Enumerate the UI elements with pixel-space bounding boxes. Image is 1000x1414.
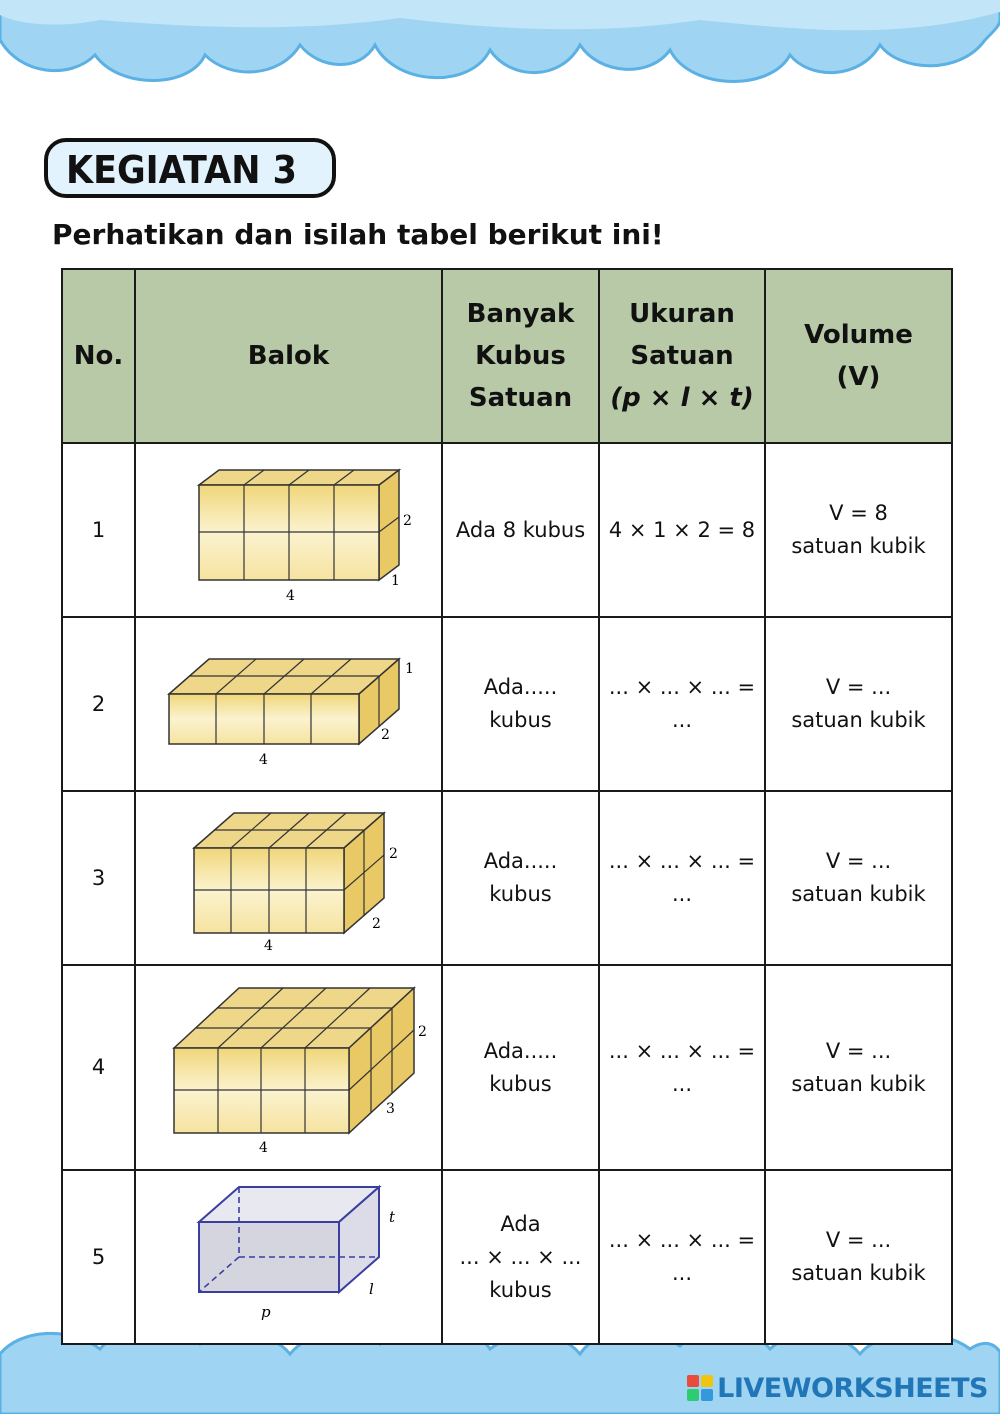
cuboid-figure [149,639,429,769]
dimension-p: 4 [258,1139,268,1156]
ukuran-cell[interactable]: ... × ... × ... = ... [599,791,765,965]
dimension-l: 1 [390,573,400,589]
row-number: 2 [62,617,135,791]
top-cloud-border [0,0,1000,110]
table-row [62,965,952,1170]
activity-table [61,268,953,1345]
row-number: 3 [62,791,135,965]
balok-cell [135,617,442,791]
volume-cell[interactable]: V = ... satuan kubik [765,791,952,965]
table-row [62,443,952,617]
balok-cell [135,791,442,965]
dimension-l: l [368,1280,374,1298]
brand-watermark [687,1370,988,1406]
header-balok: Balok [135,269,442,443]
dimension-l: 3 [385,1100,395,1117]
ukuran-cell[interactable]: ... × ... × ... = ... [599,965,765,1170]
volume-cell[interactable]: V = 8 satuan kubik [765,443,952,617]
ukuran-cell[interactable]: 4 × 1 × 2 = 8 [599,443,765,617]
dimension-p: 4 [285,588,295,604]
table-row [62,1170,952,1344]
row-number: 5 [62,1170,135,1344]
cuboid-figure [154,978,427,1158]
dimension-t: 1 [404,661,414,677]
dimension-t: 2 [417,1023,427,1040]
volume-cell[interactable]: V = ... satuan kubik [765,1170,952,1344]
banyak-kubus-cell[interactable]: Ada..... kubus [442,965,599,1170]
cuboid-figure [164,803,414,953]
header-banyak-kubus: Banyak Kubus Satuan [442,269,599,443]
dimension-p: p [260,1303,271,1321]
header-volume: Volume (V) [765,269,952,443]
instruction-text: Perhatikan dan isilah tabel berikut ini! [52,218,664,251]
volume-cell[interactable]: V = ... satuan kubik [765,617,952,791]
banyak-kubus-cell[interactable]: Ada ... × ... × ... kubus [442,1170,599,1344]
balok-cell [135,1170,442,1344]
header-ukuran-formula: (p × l × t) [610,383,754,413]
cuboid-figure [169,1182,409,1332]
banyak-kubus-cell[interactable]: Ada..... kubus [442,791,599,965]
dimension-t: 2 [402,513,412,529]
dimension-p: 4 [263,938,273,954]
table-row [62,791,952,965]
dimension-t: t [388,1208,395,1226]
brand-name: LIVEWORKSHEETS [717,1372,988,1404]
row-number: 1 [62,443,135,617]
activity-title: KEGIATAN 3 [66,148,297,192]
activity-badge [44,138,336,198]
ukuran-cell[interactable]: ... × ... × ... = ... [599,617,765,791]
banyak-kubus-cell[interactable]: Ada 8 kubus [442,443,599,617]
balok-cell [135,443,442,617]
cuboid-figure [159,455,419,605]
dimension-t: 2 [388,846,398,862]
banyak-kubus-cell[interactable]: Ada..... kubus [442,617,599,791]
dimension-l: 2 [380,727,390,743]
table-header-row [62,269,952,443]
dimension-l: 2 [371,916,381,932]
header-ukuran-satuan: Ukuran Satuan (p × l × t) [599,269,765,443]
balok-cell [135,965,442,1170]
volume-cell[interactable]: V = ... satuan kubik [765,965,952,1170]
header-no: No. [62,269,135,443]
table-row [62,617,952,791]
dimension-p: 4 [258,752,268,768]
ukuran-cell[interactable]: ... × ... × ... = ... [599,1170,765,1344]
row-number: 4 [62,965,135,1170]
liveworksheets-logo-icon [687,1375,713,1401]
